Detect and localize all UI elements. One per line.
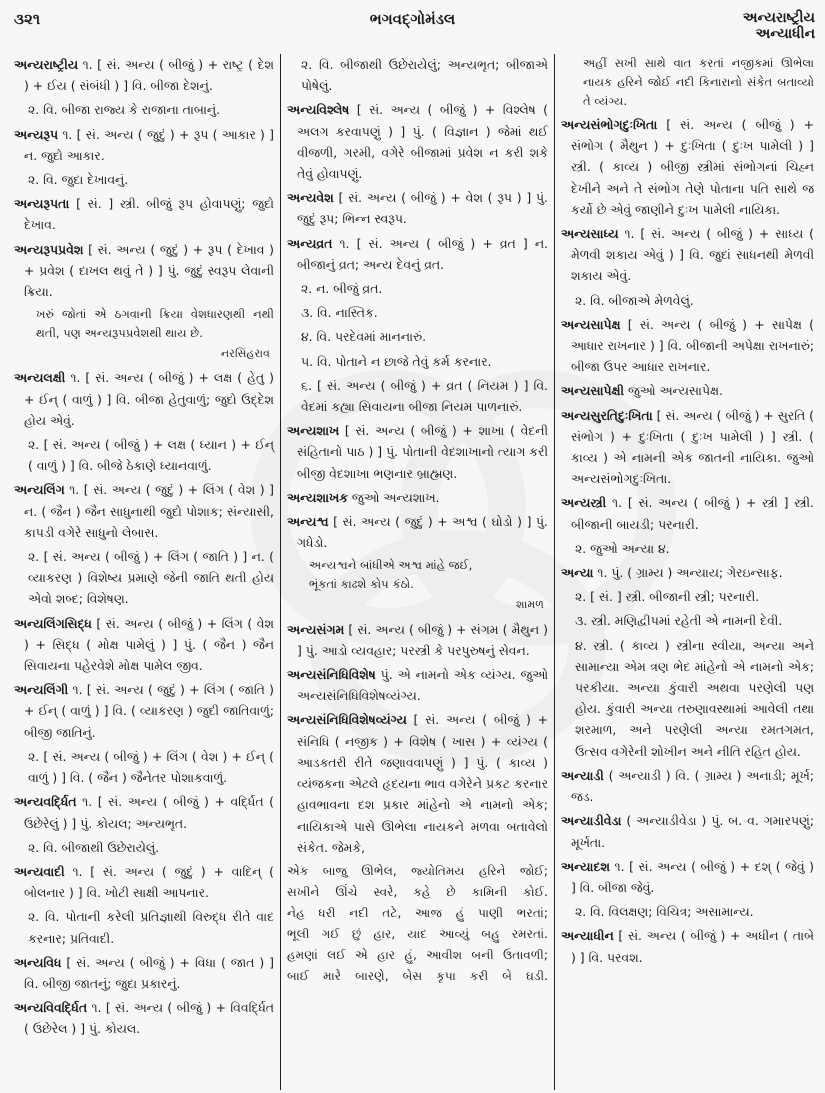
dictionary-entry	[287, 619, 548, 661]
definition-text: ૧. [ સં. અન્ય ( બીજું ) + વ્રત ] ન. બીજાનું વ્રત; અન્ય દેવનું વ્રત.	[297, 235, 548, 272]
quote-attribution: નરસિંહરાવ	[220, 347, 270, 361]
dictionary-entry	[14, 193, 274, 235]
verse-line: હમણાં લઈ એ હાર હું, આવીશ બની ઉતાવળી;	[287, 947, 548, 962]
definition-text: [ સં. અન્ય ( બીજું ) + સંગમ ( મૈથુન ) ] પું. આડો વ્યવહાર; પરસ્ત્રી કે પરપુરુષનું સેવન.	[297, 621, 548, 658]
headword: અન્યરૂપતા	[14, 196, 70, 212]
definition-text: ૧. [ સં. અન્ય ( બીજું ) + સાધ્ય ( મેળવી શકાય એવું ) ] વિ. જુદાં સાધનથી મેળવી શકાય એવું.	[571, 226, 814, 284]
page-header	[0, 0, 825, 56]
dictionary-entry	[561, 405, 814, 490]
headword: અન્યશાખક	[287, 489, 348, 505]
definition-text: [ સં. ] સ્ત્રી. બીજું રૂપ હોવાપણું; જુદો દેખાવ.	[24, 196, 274, 233]
headword: અન્યાડી	[561, 767, 604, 783]
sense-line: ૨. વિ. બીજાએ મેળવેલું.	[575, 292, 694, 308]
definition-text: [ સં. અન્ય ( બીજું ) + સંભોગ ( મૈથુન ) + દુઃખિતા ( દુઃખ પામેલી ) ] સ્ત્રી. ( કાવ્ય ) બીજી સ્ત્રીમાં સંભોગનાં ચિહ્ન દેખીને અને તે સંભોગ તેણે પોતાના પતિ સાથે જ કર્યો છે એવું જાણીને દુઃખ પામેલી નાયિકા.	[571, 117, 814, 217]
definition-text: [ સં. અન્ય ( બીજું ) + વિશ્લેષ ( અલગ કરવાપણું ) ] પું. ( વિજ્ઞાન ) જેમાં થઈ વીજળી, ગરમી, વગેરે બીજામાં પ્રવેશ ન કરી શકે તેવું હોવાપણું.	[297, 102, 548, 182]
sense-line: ૨. [ સં. અન્ય ( બીજું ) + લિંગ ( વેશ ) + ઈન્ ( વાળું ) ] વિ. ( જૈન ) જૈનેતર પોશાકવાળું.	[28, 748, 274, 786]
definition-text: પું. એ નામનો એક વ્યંગ્ય. જુઓ અન્યસંનિધિવિશેષવ્યંગ્ય.	[297, 667, 548, 704]
sense-line: ૪. સ્ત્રી. ( કાવ્ય ) સ્ત્રીના સ્વીયા, અન્યા અને સામાન્યા એમ ત્રણ ભેદ માંહેનો એ નામનો એક; પરકીયા. અન્યા કુંવારી અથવા પરણેલી પણ હોય. કુંવારી અન્યા તરુણાવસ્થામાં આવેલી તથા શરમાળ, અને પરણેલી અન્યા રમતગમત, ઉત્સવ વગેરેની શોખીન અને નીતિ રહિત હોય.	[575, 637, 814, 759]
headword: અન્યલક્ષી	[14, 370, 66, 386]
headword: અન્યસ્ત્રી	[561, 495, 607, 511]
definition-text: [ સં. અન્ય ( જુદું ) + રૂપ ( દેખાવ ) + પ્રવેશ ( દાખલ થવું તે ) ] પું. જુદું સ્વરૂપ લેવાની ક્રિયા.	[24, 241, 274, 300]
definition-text: [ સં. અન્ય ( બીજું ) + સાપેક્ષ ( આધાર રાખનાર ) ] વિ. બીજાની અપેક્ષા રાખનારું; બીજા ઉપર આધાર રાખનાર.	[571, 316, 814, 375]
definition-text: [ સં. અન્ય ( બીજું ) + સુરતિ ( સંભોગ ) + દુઃખિતા ( દુઃખ પામેલી ) ] સ્ત્રી. ( કાવ્ય ) એ નામની એક જાતની નાયિકા. જુઓ અન્યસંભોગદુઃખિતા.	[571, 407, 814, 487]
page-number: ૩૨૧	[14, 10, 41, 28]
dictionary-entry	[14, 791, 274, 833]
headword: અન્યસંનિધિવિશેષ	[287, 667, 376, 683]
verse-line: ભૂલી ગઈ છું હાર, યાદ આવ્યું બહુ રમરતાં.	[287, 926, 548, 941]
guide-word-first: અન્યરાષ્ટ્રીય	[742, 10, 815, 26]
dictionary-entry	[287, 664, 548, 706]
definition-text: [ સં. અન્ય ( બીજું ) + અધીન ( તાબે ) ] વિ. પરવશ.	[571, 928, 814, 965]
guide-words	[743, 10, 815, 42]
verse-line: બાઈ મારે બારણે, બેસ કૃપા કરી બે ઘડી.	[287, 968, 548, 983]
book-title: ભગવદ્ગોમંડલ	[369, 10, 456, 28]
definition-text: જુઓ અન્યશાખ.	[347, 489, 440, 505]
definition-text: ૧. [ સં. અન્ય ( બીજું ) + વિવર્દ્ધિત ( ઉછેરેલ ) ] પું. કોયલ.	[24, 1000, 274, 1037]
sense-line: ૫. વિ. પોતાને ન છાજે તેવું કર્મ કરનાર.	[301, 353, 492, 369]
verse-line: નેહ ધરી નદી તટે, આજ હું પાણી ભરતાં;	[287, 905, 548, 920]
dictionary-entry	[287, 709, 548, 857]
definition-text: ૧. પું. ( ગ્રામ્ય ) અન્યાય; ગેરઇન્સાફ.	[593, 565, 783, 581]
headword: અન્યસંનિધિવિશેષવ્યંગ્ય	[287, 712, 407, 728]
sense-line: ૨. જુઓ અન્યા ૪.	[575, 540, 670, 556]
usage-quote	[14, 305, 274, 364]
definition-text: [ સં. અન્ય ( બીજું ) + વિધા ( જાત ) ] વિ. બીજી જાતનું; જુદા પ્રકારનું.	[24, 954, 274, 991]
dictionary-entry	[287, 233, 548, 275]
headword: અન્યવિશ્લેષ	[287, 102, 350, 118]
definition-text: ૧. [ સં. અન્ય ( જુદું ) + લિંગ ( વેશ ) ] ન. ( જૈન ) જૈન સાધુનાથી જુદો પોશાક; સંન્યાસી, કાપડી વગેરે સાધુનો લેબાસ.	[24, 482, 274, 540]
headword: અન્યવાદી	[14, 863, 65, 879]
dictionary-entry	[561, 856, 814, 898]
quote-text: ખરું જોતાં એ ઠગવાની ક્રિયા વેશધારણથી નથી થતી, પણ અન્યરૂપપ્રવેશથી થાય છે.	[36, 307, 274, 341]
quote-text: અહીં સખી સાથે વાત કરતાં નજીકમાં ઊભેલા નાયક હરિને જોઈ નદી કિનારાનો સંકેત બતાવ્યો તે વ્યંગ્ય.	[583, 56, 814, 108]
sense-line: ૨. વિ. બીજાથી ઉછેરાયેલું.	[28, 839, 160, 855]
definition-text: ૧. [ સં. અન્ય ( બીજું ) + સ્ત્રી ] સ્ત્રી. બીજાની બાયડી; પરનારી.	[571, 495, 814, 532]
dictionary-entry	[561, 810, 814, 852]
sense-line: ૪. વિ. પરદેવમાં માનનારું.	[301, 329, 427, 345]
dictionary-entry	[287, 187, 548, 229]
sense-line: ૬. [ સં. અન્ય ( બીજું ) + વ્રત ( નિયમ ) ] વિ. વેદમાં કહ્યા સિવાયના બીજા નિયમ પાળનારું.	[301, 377, 548, 415]
dictionary-entry	[14, 239, 274, 303]
headword: અન્યવ્રત	[287, 235, 333, 251]
dictionary-entry	[14, 367, 274, 431]
verse-line: સખીને ઊંચે સ્વરે, કહે છે કામિની કોઈ.	[287, 884, 548, 899]
dictionary-entry	[287, 511, 548, 553]
dictionary-entry	[287, 420, 548, 484]
dictionary-entry	[561, 765, 814, 807]
definition-text: જુઓ અન્યસાપેક્ષ.	[624, 383, 723, 399]
column-1	[10, 54, 281, 1090]
headword: અન્યાધીન	[561, 928, 614, 944]
usage-poem	[287, 556, 548, 615]
headword: અન્યરૂપ	[14, 126, 59, 142]
sense-line: ૨. વિ. પોતાની કરેલી પ્રતિજ્ઞાથી વિરુદ્ધ રીતે વાદ કરનાર; પ્રતિવાદી.	[28, 909, 274, 946]
quote-attribution: શામળ	[516, 598, 544, 612]
definition-text: ૧. [ સં. અન્ય ( જુદું ) + વાદિન્ ( બોલનાર ) ] વિ. ખોટી સાક્ષી આપનાર.	[24, 863, 274, 901]
definition-text: ૧. [ સં. અન્ય ( બીજું ) + લક્ષ ( હેતુ ) + ઈન્ ( વાળું ) ] વિ. બીજા હેતુવાળું; જુદો ઉદ્દેશ હોય એવું.	[24, 370, 274, 428]
dictionary-entry	[14, 124, 274, 166]
poem-line: ભૂંકતાં કાઢશે કોપ કંઠો.	[309, 577, 414, 592]
headword: અન્યસુરતિદુઃખિતા	[561, 407, 653, 423]
dictionary-entry	[561, 223, 814, 287]
headword: અન્યસંગમ	[287, 621, 345, 637]
poem-line: અન્યશ્વને બાંધીએ અશ્વ માંહે જઈ,	[309, 558, 473, 573]
headword: અન્યવિધ	[14, 954, 62, 970]
dictionary-entry	[14, 479, 274, 543]
sense-line: ૨. વિ. જુદા દેખાવનું.	[28, 172, 129, 188]
dictionary-entry	[561, 114, 814, 220]
headword: અન્યલિંગસિદ્ધ	[14, 615, 92, 631]
headword: અન્યવેશ	[287, 190, 334, 206]
sense-line: ૩. સ્ત્રી. મણિદ્વીપમાં રહેતી એ નામની દેવી.	[575, 613, 783, 629]
headword: અન્યસાપેક્ષ	[561, 316, 621, 332]
definition-text: [ સં. અન્ય ( જુદું ) + અશ્વ ( ઘોડો ) ] પું. ગધેડો.	[297, 514, 548, 551]
definition-text: ૧. [ સં. અન્ય ( જુદું ) + લિંગ ( જાતિ ) + ઈન્ ( વાળું ) ] વિ. ( વ્યાકરણ ) જુદી જાતિવાળું; બીજી જાતિનું.	[24, 682, 274, 740]
dictionary-entry	[561, 492, 814, 534]
guide-word-last: અન્યાધીન	[755, 26, 815, 42]
dictionary-entry	[14, 952, 274, 994]
sense-line: ૨. [ સં. ] સ્ત્રી. બીજાની સ્ત્રી; પરનારી.	[575, 589, 760, 605]
definition-text: ( અન્યાડીવેડા ) પું. બ. વ. ગમારપણું; મૂર્ખતા.	[571, 813, 814, 850]
column-3	[555, 54, 820, 1090]
headword: અન્યસંભોગદુઃખિતા	[561, 117, 658, 132]
definition-text: [ સં. અન્ય ( બીજું ) + વેશ ( રૂપ ) ] પું. જુદું રૂપ; ભિન્ન સ્વરૂપ.	[297, 190, 548, 227]
example-verse	[287, 861, 548, 987]
verse-line: એક બાજુ ઊભેલ, જ્યોતિમય હરિને જોઈ;	[287, 863, 548, 878]
dictionary-entry	[14, 613, 274, 677]
dictionary-entry	[287, 99, 548, 184]
headword: અન્યરાષ્ટ્રીય	[14, 57, 78, 72]
definition-text: [ સં. અન્ય ( બીજું ) + શાખા ( વેદની સંહિતાનો પાઠ ) ] પું. પોતાની વેદશાખાનો ત્યાગ કરી બીજી વેદશાખા ભણનાર બ્રાહ્મણ.	[297, 423, 548, 481]
dictionary-entry	[561, 562, 814, 583]
sense-line: ૨. [ સં. અન્ય ( બીજું ) + લક્ષ ( ધ્યાન ) + ઈન્ ( વાળું ) ] વિ. બીજે ઠેકાણે ધ્યાનવાળું.	[28, 437, 274, 474]
definition-text: ( અન્યાડી ) વિ. ( ગ્રામ્ય ) અનાડી; મૂર્ખ; જડ.	[571, 767, 814, 805]
usage-quote	[561, 54, 814, 111]
definition-text: ૧. [ સં. અન્ય ( બીજું ) + રાષ્ટ્ર ( દેશ ) + ઈય ( સંબંધી ) ] વિ. બીજા દેશનું.	[24, 57, 274, 94]
dictionary-entry	[561, 380, 814, 401]
sense-line: ૨. વિ. બીજા રાજ્ય કે રાજાના તાબાનું.	[28, 102, 221, 118]
sense-line: ૨. ન. બીજું વ્રત.	[301, 281, 383, 297]
dictionary-entry	[14, 861, 274, 903]
headword: અન્યા	[561, 565, 594, 581]
definition-text: ૧. [ સં. અન્ય ( જુદું ) + રૂપ ( આકાર ) ] ન. જુદો આકાર.	[24, 126, 274, 163]
headword: અન્યલિંગી	[14, 682, 69, 698]
definition-text: ૧. [ સં. અન્ય ( બીજું ) + વર્દ્ધિત ( ઉછેરેલું ) ] પું. કોયલ; અન્યભૃત.	[24, 794, 274, 831]
headword: અન્યાડીવેડા	[561, 813, 622, 829]
dictionary-entry	[14, 997, 274, 1039]
headword: અન્યરૂપપ્રવેશ	[14, 241, 84, 257]
headword: અન્યવિવર્દ્ધિત	[14, 1000, 88, 1016]
definition-text: [ સં. અન્ય ( બીજું ) + સંનિધિ ( નજીક ) + વિશેષ ( ખાસ ) + વ્યંગ્ય ( આડકતરી રીતે જણાવવાપણું ) ] પું. ( કાવ્ય ) વ્યંજકના એટલે હૃદયના ભાવ વગેરેને પ્રકટ કરનાર હાવભાવના દશ પ્રકાર માંહેનો એ નામનો એક; નાયિકાએ પાસે ઊભેલા નાયકને મળવા બતાવેલો સંકેત. જેમકે,	[297, 712, 548, 855]
headword: અન્યવર્દ્ધિત	[14, 794, 77, 810]
dictionary-entry	[561, 925, 814, 967]
column-2	[281, 54, 555, 1090]
headword: અન્યાદશ	[561, 858, 610, 874]
dictionary-entry	[287, 487, 548, 508]
headword: અન્યશાખ	[287, 423, 340, 439]
headword: અન્યશ્વ	[287, 514, 329, 530]
sense-line: ૩. વિ. નાસ્તિક.	[301, 305, 378, 321]
sense-line: ૨. વિ. બીજાથી ઉછેરાયેલું; અન્યભૃત; બીજાએ પોષેલું.	[301, 57, 548, 94]
dictionary-entry	[14, 679, 274, 743]
sense-line: ૨. [ સં. અન્ય ( બીજું ) + લિંગ ( જાતિ ) ] ન. ( વ્યાકરણ ) વિશેષ્ય પ્રમાણે જેની જાતિ થતી હોય એવો શબ્દ; વિશેષણ.	[28, 549, 274, 607]
headword: અન્યસાધ્ય	[561, 226, 619, 242]
dictionary-columns	[10, 54, 820, 1090]
headword: અન્યલિંગ	[14, 482, 65, 498]
definition-text: [ સં. અન્ય ( બીજું ) + લિંગ ( વેશ ) + સિદ્ધ ( મોક્ષ પામેલું ) ] પું. ( જૈન ) જૈન સિવાયના પહેરવેશે મોક્ષ પામેલ જીવ.	[24, 615, 274, 674]
sense-line: ૨. વિ. વિલક્ષણ; વિચિત્ર; અસામાન્ય.	[575, 904, 754, 920]
dictionary-entry	[14, 54, 274, 96]
headword: અન્યસાપેક્ષી	[561, 383, 625, 399]
dictionary-entry	[561, 314, 814, 378]
definition-text: ૧. [ સં. અન્ય ( બીજું ) + દશ્ ( જેવું ) ] વિ. બીજા જેવું.	[571, 858, 814, 895]
